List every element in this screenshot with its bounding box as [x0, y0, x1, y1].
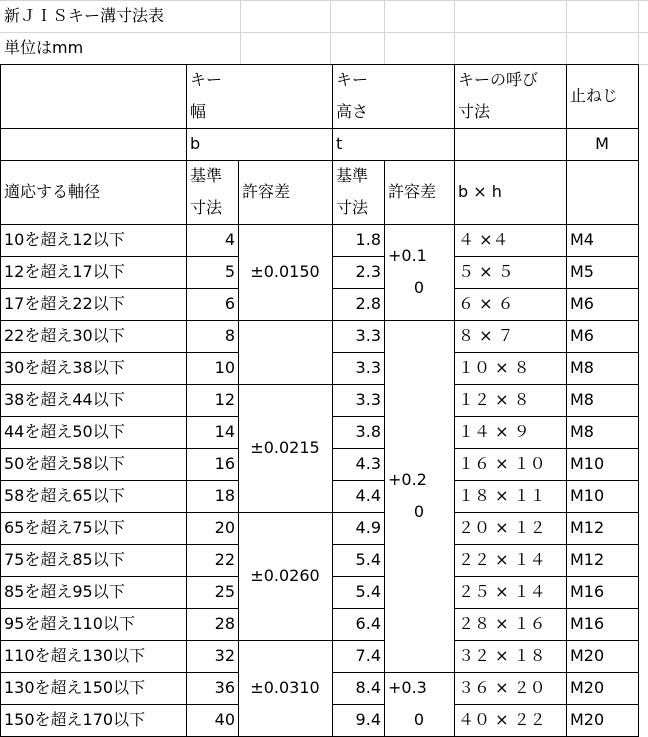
table-border	[0, 64, 639, 65]
cell-set-screw[interactable]: M20	[570, 678, 605, 697]
cell-shaft-diameter[interactable]: 30を超え38以下	[4, 358, 125, 377]
table-border	[384, 160, 385, 737]
cell-key-width[interactable]: 28	[214, 614, 235, 633]
cell-bxh[interactable]: １８ × １１	[458, 486, 546, 505]
cell-set-screw[interactable]: M10	[570, 486, 605, 505]
header-standard-size-t[interactable]	[332, 160, 384, 224]
cell-key-width[interactable]: 8	[224, 326, 235, 345]
table-border	[0, 640, 239, 641]
cell-key-width[interactable]: 22	[214, 550, 235, 569]
cell-bxh[interactable]: ３２ × １８	[458, 646, 546, 665]
cell-key-width[interactable]: 6	[224, 294, 235, 313]
table-border	[454, 544, 639, 545]
cell-shaft-diameter[interactable]: 17を超え22以下	[4, 294, 125, 313]
header-key-width-line: キー	[190, 70, 223, 89]
table-border	[238, 160, 239, 737]
table-border	[0, 480, 239, 481]
cell-set-screw[interactable]: M20	[570, 710, 605, 729]
cell-shaft-diameter[interactable]: 85を超え95以下	[4, 582, 125, 601]
table-border	[566, 64, 567, 737]
cell-bxh[interactable]: ３６ × ２０	[458, 678, 546, 697]
table-border	[0, 256, 239, 257]
unit-label[interactable]: 単位はmm	[4, 38, 84, 57]
cell-key-height[interactable]: 4.4	[355, 486, 381, 505]
header-symbol-b[interactable]: b	[190, 134, 201, 153]
header-tolerance-t[interactable]: 許容差	[388, 182, 437, 201]
cell-bxh[interactable]: ２２ × １４	[458, 550, 546, 569]
cell-bxh[interactable]: ８ × ７	[458, 326, 514, 345]
header-key-height-line: キー	[336, 70, 369, 89]
table-border	[454, 448, 639, 449]
cell-key-height[interactable]: 6.4	[355, 614, 381, 633]
header-symbol-t[interactable]: t	[336, 134, 343, 153]
table-border	[0, 384, 239, 385]
cell-key-height[interactable]: 5.4	[355, 550, 381, 569]
table-border	[0, 160, 639, 161]
cell-bxh[interactable]: ２５ × １４	[458, 582, 546, 601]
table-border	[332, 672, 385, 673]
cell-set-screw[interactable]: M20	[570, 646, 605, 665]
table-border	[332, 704, 385, 705]
cell-key-height[interactable]: 3.3	[355, 358, 381, 377]
table-border	[0, 64, 1, 737]
table-border	[454, 288, 639, 289]
cell-key-height[interactable]: 3.3	[355, 390, 381, 409]
cell-shaft-diameter[interactable]: 22を超え30以下	[4, 326, 125, 345]
table-border	[454, 256, 639, 257]
table-border	[238, 512, 333, 513]
cell-set-screw[interactable]: M5	[570, 262, 594, 281]
table-border	[0, 704, 239, 705]
cell-key-height[interactable]: 5.4	[355, 582, 381, 601]
table-border	[454, 384, 639, 385]
header-nominal-size[interactable]	[454, 64, 566, 128]
table-border	[0, 512, 239, 513]
cell-key-height[interactable]: 2.8	[355, 294, 381, 313]
table-border	[238, 320, 333, 321]
cell-shaft-diameter[interactable]: 38を超え44以下	[4, 390, 125, 409]
cell-key-width[interactable]: 36	[214, 678, 235, 697]
cell-bxh[interactable]: ２８ × １６	[458, 614, 546, 633]
cell-key-width[interactable]: 32	[214, 646, 235, 665]
gridline	[454, 0, 455, 64]
cell-tolerance-b[interactable]: ±0.0260	[250, 566, 320, 585]
cell-key-height[interactable]: 8.4	[355, 678, 381, 697]
table-border	[454, 608, 639, 609]
cell-set-screw[interactable]: M12	[570, 518, 605, 537]
header-key-width-line: 幅	[190, 102, 207, 121]
table-border	[454, 512, 639, 513]
cell-key-width[interactable]: 5	[224, 262, 235, 281]
table-border	[238, 224, 333, 225]
cell-tolerance-b[interactable]: ±0.0310	[250, 678, 320, 697]
table-border	[0, 288, 239, 289]
cell-bxh[interactable]: １４ × ９	[458, 422, 530, 441]
header-key-height[interactable]	[332, 64, 384, 128]
cell-key-width[interactable]: 40	[214, 710, 235, 729]
cell-tolerance-t-lower[interactable]: 0	[413, 278, 425, 297]
cell-bxh[interactable]: １２ × ８	[458, 390, 530, 409]
header-nominal-size-line: 寸法	[458, 102, 491, 121]
cell-shaft-diameter[interactable]: 10を超え12以下	[4, 230, 125, 249]
cell-tolerance-t-lower[interactable]: 0	[413, 502, 425, 521]
table-border	[454, 576, 639, 577]
cell-key-width[interactable]: 14	[214, 422, 235, 441]
table-border	[0, 448, 239, 449]
table-border	[186, 64, 187, 737]
table-border	[454, 320, 639, 321]
cell-key-height[interactable]: 2.3	[355, 262, 381, 281]
header-tolerance-b[interactable]: 許容差	[242, 182, 291, 201]
cell-key-width[interactable]: 20	[214, 518, 235, 537]
table-border	[332, 288, 385, 289]
table-border	[332, 256, 385, 257]
cell-tolerance-b[interactable]: ±0.0150	[250, 262, 320, 281]
table-border	[332, 448, 385, 449]
header-bxh[interactable]: b × h	[458, 182, 502, 201]
cell-key-height[interactable]: 9.4	[355, 710, 381, 729]
cell-bxh[interactable]: ２０ × １２	[458, 518, 546, 537]
cell-shaft-diameter[interactable]: 75を超え85以下	[4, 550, 125, 569]
cell-bxh[interactable]: ４ ×４	[458, 230, 509, 249]
table-border	[454, 64, 455, 737]
table-border	[454, 352, 639, 353]
gridline	[566, 0, 567, 64]
header-standard-size-b[interactable]	[186, 160, 238, 224]
table-border	[638, 64, 639, 737]
cell-set-screw[interactable]: M10	[570, 454, 605, 473]
cell-bxh[interactable]: １０ × ８	[458, 358, 530, 377]
table-border	[238, 640, 333, 641]
cell-set-screw[interactable]: M16	[570, 614, 605, 633]
table-border	[454, 416, 639, 417]
cell-set-screw[interactable]: M8	[570, 422, 594, 441]
cell-shaft-diameter[interactable]: 50を超え58以下	[4, 454, 125, 473]
cell-tolerance-b[interactable]: ±0.0215	[250, 438, 320, 457]
header-key-height-line: 高さ	[336, 102, 369, 121]
table-border	[0, 128, 639, 129]
header-standard-size-b-line: 寸法	[190, 198, 223, 217]
table-border	[384, 224, 455, 225]
cell-set-screw[interactable]: M16	[570, 582, 605, 601]
table-border	[0, 672, 239, 673]
cell-set-screw[interactable]: M8	[570, 358, 594, 377]
gridline	[384, 0, 385, 64]
table-border	[0, 544, 239, 545]
table-border	[0, 416, 239, 417]
cell-key-width[interactable]: 10	[214, 358, 235, 377]
table-border	[332, 384, 385, 385]
cell-key-height[interactable]: 1.8	[355, 230, 381, 249]
cell-key-height[interactable]: 3.8	[355, 422, 381, 441]
header-standard-size-t-line: 寸法	[336, 198, 369, 217]
header-standard-size-b-line: 基準	[190, 166, 223, 185]
gridline	[0, 0, 648, 1]
table-border	[332, 480, 385, 481]
table-border	[332, 576, 385, 577]
header-nominal-size-line: キーの呼び	[458, 70, 539, 89]
table-border	[332, 320, 385, 321]
cell-shaft-diameter[interactable]: 130を超え150以下	[4, 678, 146, 697]
cell-key-width[interactable]: 4	[224, 230, 235, 249]
cell-key-height[interactable]: 4.9	[355, 518, 381, 537]
table-border	[454, 704, 639, 705]
gridline	[330, 0, 331, 64]
cell-bxh[interactable]: １６ × １０	[458, 454, 546, 473]
cell-bxh[interactable]: ４０ × ２２	[458, 710, 546, 729]
cell-set-screw[interactable]: M8	[570, 390, 594, 409]
header-set-screw[interactable]: 止ねじ	[570, 86, 619, 105]
table-border	[0, 608, 239, 609]
table-border	[384, 672, 455, 673]
gridline	[0, 32, 648, 33]
table-border	[332, 544, 385, 545]
cell-shaft-diameter[interactable]: 150を超え170以下	[4, 710, 146, 729]
table-border	[332, 640, 385, 641]
table-border	[384, 320, 455, 321]
cell-shaft-diameter[interactable]: 12を超え17以下	[4, 262, 125, 281]
gridline	[638, 0, 639, 64]
table-border	[332, 352, 385, 353]
table-border	[454, 672, 639, 673]
cell-key-height[interactable]: 7.4	[355, 646, 381, 665]
cell-set-screw[interactable]: M6	[570, 294, 594, 313]
table-border	[0, 576, 239, 577]
table-border	[238, 384, 333, 385]
header-shaft-diameter[interactable]: 適応する軸径	[4, 182, 101, 201]
header-symbol-m[interactable]: M	[595, 134, 609, 153]
table-border	[0, 352, 239, 353]
table-border	[0, 320, 239, 321]
header-standard-size-t-line: 基準	[336, 166, 369, 185]
cell-set-screw[interactable]: M6	[570, 326, 594, 345]
table-border	[454, 640, 639, 641]
cell-shaft-diameter[interactable]: 65を超え75以下	[4, 518, 125, 537]
cell-tolerance-t-upper[interactable]: +0.3	[388, 678, 427, 697]
cell-tolerance-t-upper[interactable]: +0.1	[388, 246, 427, 265]
cell-shaft-diameter[interactable]: 95を超え110以下	[4, 614, 135, 633]
cell-bxh[interactable]: ６ × ６	[458, 294, 514, 313]
cell-key-width[interactable]: 16	[214, 454, 235, 473]
table-border	[332, 608, 385, 609]
cell-set-screw[interactable]: M12	[570, 550, 605, 569]
table-border	[332, 512, 385, 513]
cell-tolerance-t-upper[interactable]: +0.2	[388, 470, 427, 489]
table-border	[332, 64, 333, 737]
cell-shaft-diameter[interactable]: 58を超え65以下	[4, 486, 125, 505]
cell-tolerance-t-lower[interactable]: 0	[413, 710, 425, 729]
cell-shaft-diameter[interactable]: 44を超え50以下	[4, 422, 125, 441]
cell-key-height[interactable]: 3.3	[355, 326, 381, 345]
cell-key-width[interactable]: 12	[214, 390, 235, 409]
table-title[interactable]: 新ＪＩＳキー溝寸法表	[4, 6, 165, 25]
table-border	[454, 480, 639, 481]
cell-shaft-diameter[interactable]: 110を超え130以下	[4, 646, 146, 665]
cell-set-screw[interactable]: M4	[570, 230, 594, 249]
cell-bxh[interactable]: ５ × ５	[458, 262, 514, 281]
cell-key-width[interactable]: 25	[214, 582, 235, 601]
gridline	[240, 0, 241, 64]
cell-key-height[interactable]: 4.3	[355, 454, 381, 473]
cell-key-width[interactable]: 18	[214, 486, 235, 505]
header-key-width[interactable]	[186, 64, 238, 128]
table-border	[332, 416, 385, 417]
